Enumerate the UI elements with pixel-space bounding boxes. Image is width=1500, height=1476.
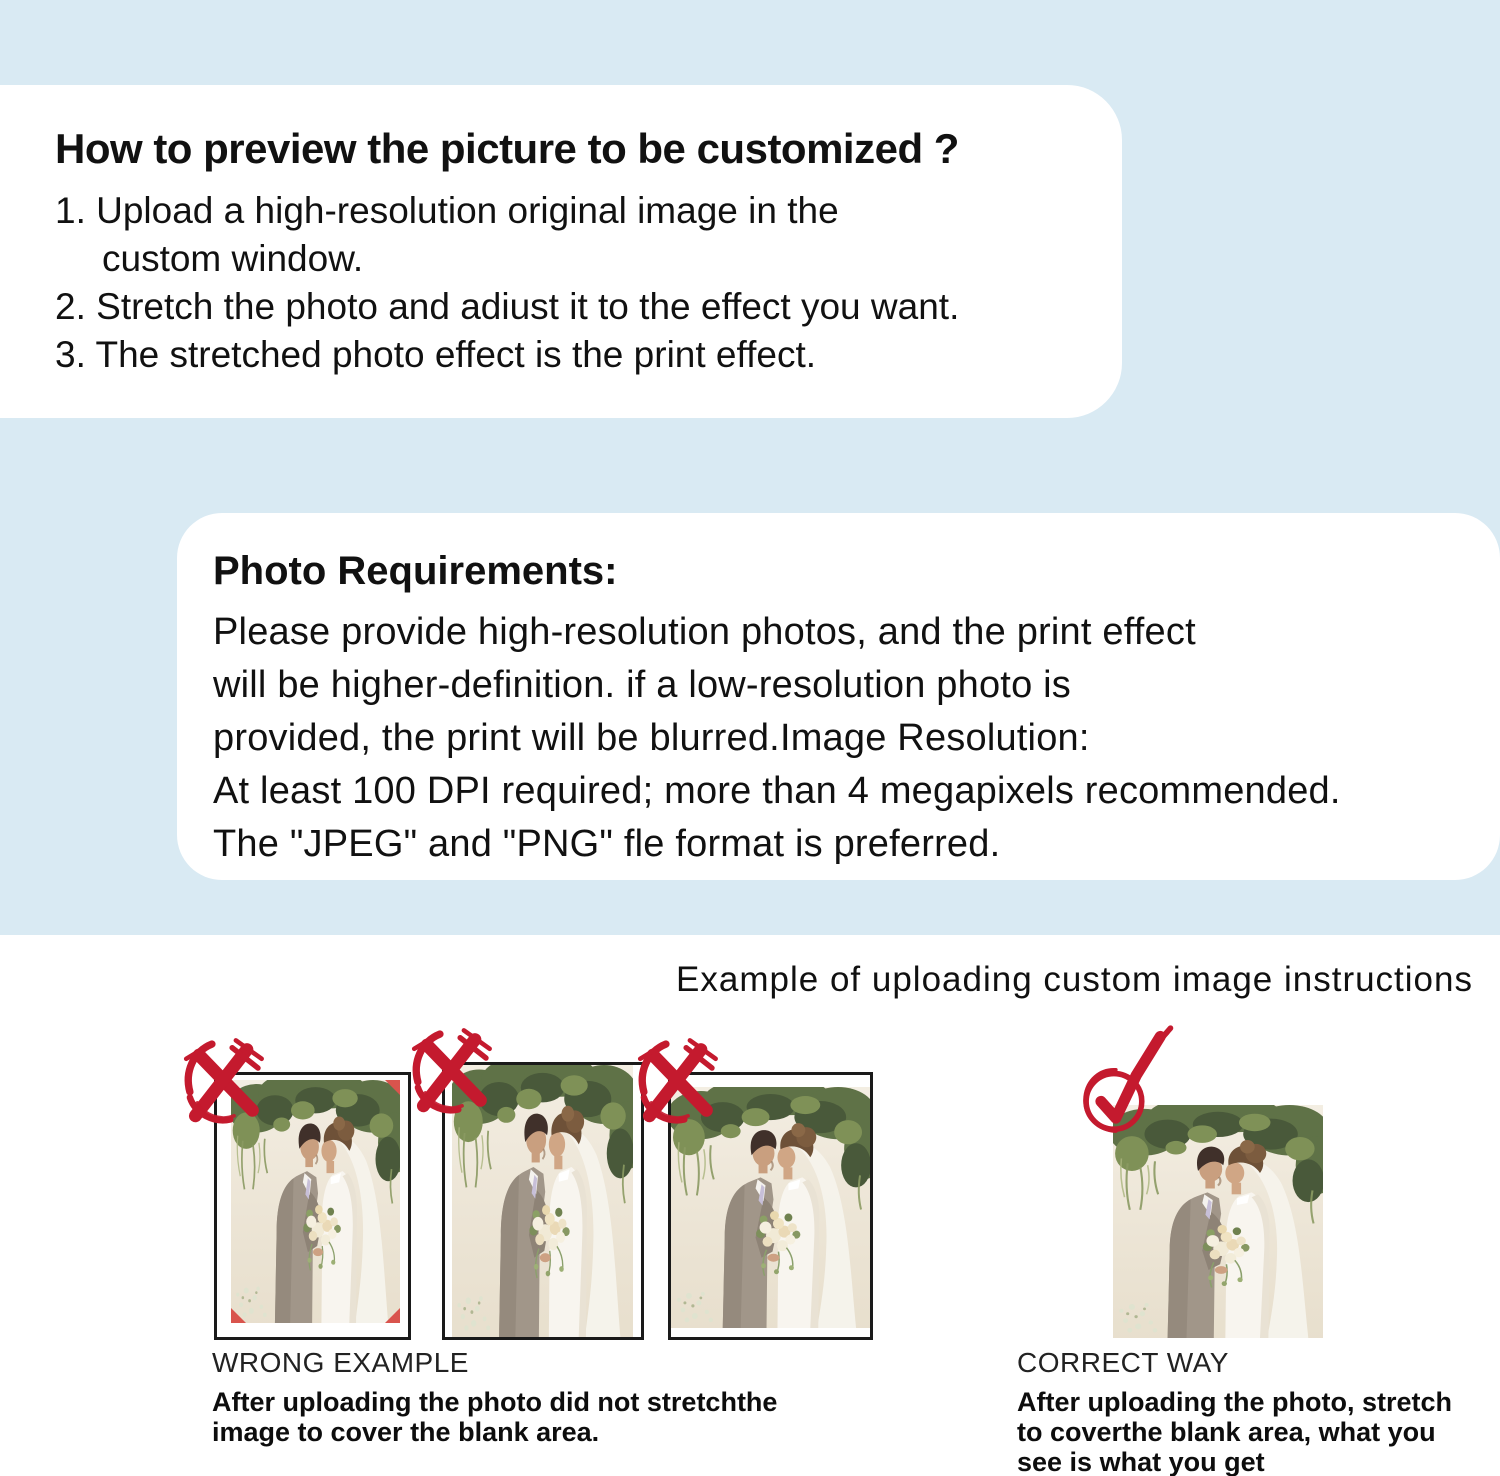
upload-preview-area bbox=[1113, 1105, 1323, 1338]
wrong-example-frame-1 bbox=[214, 1072, 411, 1340]
wedding-photo bbox=[452, 1065, 633, 1337]
correct-way-desc-line-2: to coverthe blank area, what you bbox=[1017, 1417, 1436, 1447]
wrong-example-frame-3 bbox=[668, 1072, 873, 1340]
examples-heading: Example of uploading custom image instructions bbox=[676, 960, 1473, 999]
wedding-photo bbox=[1113, 1105, 1323, 1338]
upload-preview-area bbox=[452, 1065, 633, 1337]
resize-handle-icon bbox=[385, 1308, 400, 1323]
requirements-line-1: Please provide high-resolution photos, and the print effect bbox=[213, 611, 1196, 653]
wrong-example-title: WRONG EXAMPLE bbox=[212, 1347, 469, 1378]
requirements-line-2: will be higher-definition. if a low-resolution photo is bbox=[213, 664, 1072, 706]
step-1-line-1: 1. Upload a high-resolution original image in the bbox=[55, 190, 839, 231]
photo-requirements-title: Photo Requirements: bbox=[213, 549, 618, 593]
photo-requirements-card bbox=[177, 513, 1500, 880]
wrong-example-desc-line-2: image to cover the blank area. bbox=[212, 1417, 600, 1447]
resize-handle-icon bbox=[385, 1080, 400, 1095]
requirements-line-4: At least 100 DPI required; more than 4 megapixels recommended. bbox=[213, 770, 1341, 812]
requirements-line-5: The "JPEG" and "PNG" fle format is preferred. bbox=[213, 823, 1001, 865]
upload-preview-area bbox=[671, 1087, 870, 1328]
wrong-example-frame-2 bbox=[442, 1062, 644, 1340]
wedding-photo bbox=[671, 1087, 870, 1328]
upload-preview-area bbox=[231, 1080, 400, 1323]
step-1-line-2: custom window. bbox=[102, 238, 364, 279]
wrong-example-desc-line-1: After uploading the photo did not stretchthe bbox=[212, 1387, 778, 1417]
correct-way-desc-line-1: After uploading the photo, stretch bbox=[1017, 1387, 1452, 1417]
step-2: 2. Stretch the photo and adiust it to the effect you want. bbox=[55, 286, 960, 327]
step-3: 3. The stretched photo effect is the print effect. bbox=[55, 334, 817, 375]
correct-way-title: CORRECT WAY bbox=[1017, 1347, 1229, 1378]
how-to-preview-card bbox=[0, 85, 1122, 418]
wrong-example-label bbox=[212, 1347, 777, 1447]
resize-handle-icon bbox=[231, 1308, 246, 1323]
requirements-line-3: provided, the print will be blurred.Image Resolution: bbox=[213, 717, 1090, 759]
how-to-preview-title: How to preview the picture to be customized ? bbox=[55, 125, 959, 172]
wedding-photo bbox=[231, 1080, 400, 1323]
correct-example-photo bbox=[1113, 1105, 1323, 1338]
correct-way-label bbox=[1017, 1347, 1452, 1476]
correct-way-desc-line-3: see is what you get bbox=[1017, 1447, 1265, 1476]
